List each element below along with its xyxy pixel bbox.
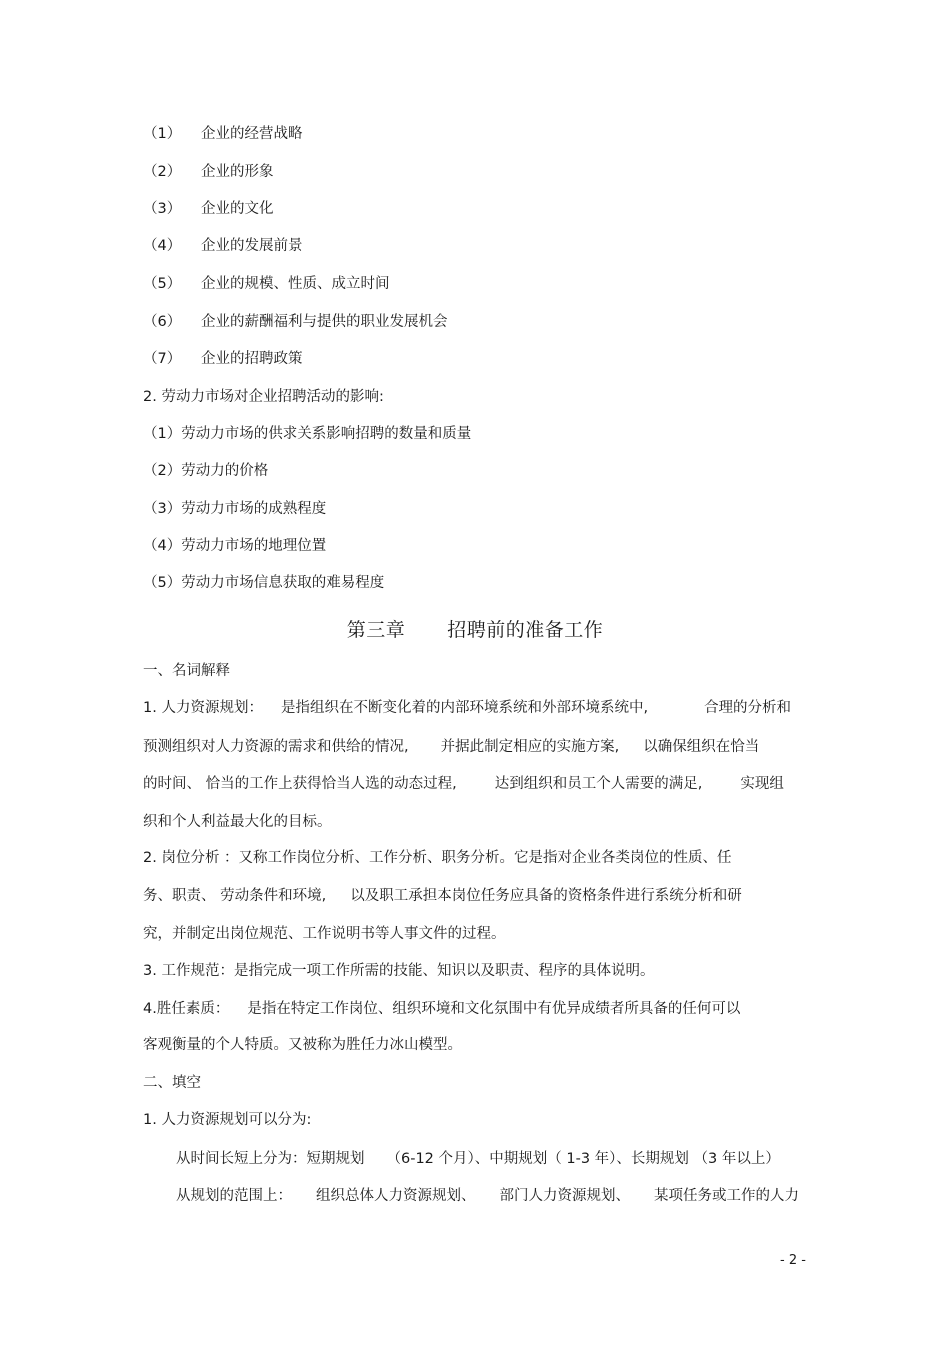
- chapter-title: [0, 617, 950, 643]
- chapter-name: 招聘前的准备工作: [447, 619, 604, 641]
- list-item: （6） 企业的薪酬福利与提供的职业发展机会: [143, 314, 448, 330]
- list-item: （1）劳动力市场的供求关系影响招聘的数量和质量: [143, 426, 472, 442]
- list-item: （5） 企业的规模、性质、成立时间: [143, 276, 390, 292]
- part-heading: 二、填空: [143, 1075, 201, 1091]
- list-item: （7） 企业的招聘政策: [143, 351, 303, 367]
- part-heading: 一、名词解释: [143, 663, 230, 679]
- list-item: （3） 企业的文化: [143, 201, 274, 217]
- list-item: （1） 企业的经营战略: [143, 126, 303, 142]
- section-heading: 2. 劳动力市场对企业招聘活动的影响:: [143, 389, 384, 405]
- list-item: （2）劳动力的价格: [143, 463, 269, 479]
- page-number: - 2 -: [780, 1253, 806, 1268]
- fill-heading: 1. 人力资源规划可以分为:: [143, 1112, 312, 1128]
- list-item: （5）劳动力市场信息获取的难易程度: [143, 575, 385, 591]
- list-item: （3）劳动力市场的成熟程度: [143, 501, 327, 517]
- list-item: （4） 企业的发展前景: [143, 238, 303, 254]
- list-item: （2） 企业的形象: [143, 164, 274, 180]
- definition-job-spec: 3. 工作规范：是指完成一项工作所需的技能、知识以及职责、程序的具体说明。: [143, 963, 655, 979]
- chapter-number: 第三章: [346, 619, 406, 641]
- list-item: （4）劳动力市场的地理位置: [143, 538, 327, 554]
